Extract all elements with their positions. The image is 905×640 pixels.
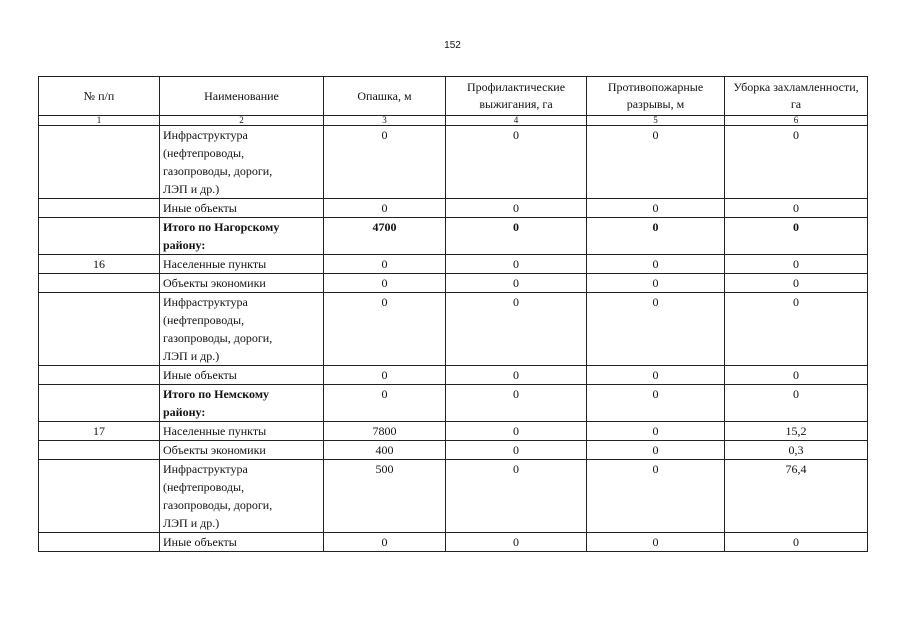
column-number: 5	[587, 116, 725, 126]
row-name-cell: Населенные пункты	[160, 255, 324, 274]
plowing-cell: 400	[324, 441, 446, 460]
row-name-cell: Иные объекты	[160, 533, 324, 552]
cleanup-cell: 15,2	[725, 422, 868, 441]
column-number-row	[39, 116, 868, 126]
plowing-cell: 500	[324, 460, 446, 533]
table-row	[39, 441, 868, 460]
header-cell-plowing: Опашка, м	[324, 77, 446, 116]
cleanup-cell: 0,3	[725, 441, 868, 460]
row-name-cell: Объекты экономики	[160, 441, 324, 460]
table-row	[39, 366, 868, 385]
firebreaks-cell: 0	[587, 126, 725, 199]
table-row	[39, 460, 868, 533]
cleanup-cell: 0	[725, 126, 868, 199]
fire-prevention-table	[38, 76, 868, 552]
cleanup-cell: 0	[725, 255, 868, 274]
table-row	[39, 385, 868, 422]
row-number-cell	[39, 533, 160, 552]
firebreaks-cell: 0	[587, 255, 725, 274]
table-row	[39, 218, 868, 255]
table-row	[39, 274, 868, 293]
burning-cell: 0	[446, 460, 587, 533]
plowing-cell: 0	[324, 255, 446, 274]
row-number-cell	[39, 366, 160, 385]
plowing-cell: 0	[324, 366, 446, 385]
row-number-cell: 16	[39, 255, 160, 274]
row-name-cell: Инфраструктура (нефтепроводы, газопроводы, дороги, ЛЭП и др.)	[160, 126, 324, 199]
table-row	[39, 533, 868, 552]
row-number-cell	[39, 126, 160, 199]
plowing-cell: 0	[324, 126, 446, 199]
plowing-cell: 0	[324, 533, 446, 552]
plowing-cell: 0	[324, 293, 446, 366]
table-row	[39, 199, 868, 218]
burning-cell: 0	[446, 366, 587, 385]
row-number-cell	[39, 199, 160, 218]
cleanup-cell: 0	[725, 385, 868, 422]
firebreaks-cell: 0	[587, 422, 725, 441]
plowing-cell: 0	[324, 199, 446, 218]
column-number: 3	[324, 116, 446, 126]
row-name-cell: Иные объекты	[160, 199, 324, 218]
row-number-cell: 17	[39, 422, 160, 441]
burning-cell: 0	[446, 126, 587, 199]
column-number: 1	[39, 116, 160, 126]
firebreaks-cell: 0	[587, 533, 725, 552]
burning-cell: 0	[446, 533, 587, 552]
column-number: 2	[160, 116, 324, 126]
plowing-cell: 0	[324, 385, 446, 422]
row-name-cell: Итого по Немскому району:	[160, 385, 324, 422]
row-number-cell	[39, 293, 160, 366]
header-cell-num: № п/п	[39, 77, 160, 116]
row-name-cell: Иные объекты	[160, 366, 324, 385]
firebreaks-cell: 0	[587, 366, 725, 385]
cleanup-cell: 0	[725, 274, 868, 293]
row-number-cell	[39, 385, 160, 422]
table-row	[39, 255, 868, 274]
firebreaks-cell: 0	[587, 218, 725, 255]
column-number: 6	[725, 116, 868, 126]
row-name-cell: Объекты экономики	[160, 274, 324, 293]
plowing-cell: 4700	[324, 218, 446, 255]
firebreaks-cell: 0	[587, 460, 725, 533]
row-number-cell	[39, 218, 160, 255]
cleanup-cell: 0	[725, 366, 868, 385]
burning-cell: 0	[446, 422, 587, 441]
row-number-cell	[39, 274, 160, 293]
burning-cell: 0	[446, 218, 587, 255]
header-cell-cleanup: Уборка захламленности, га	[725, 77, 868, 116]
firebreaks-cell: 0	[587, 385, 725, 422]
row-number-cell	[39, 460, 160, 533]
firebreaks-cell: 0	[587, 199, 725, 218]
burning-cell: 0	[446, 255, 587, 274]
row-number-cell	[39, 441, 160, 460]
page-number: 152	[444, 40, 461, 51]
firebreaks-cell: 0	[587, 274, 725, 293]
cleanup-cell: 76,4	[725, 460, 868, 533]
row-name-cell: Инфраструктура (нефтепроводы, газопроводы, дороги, ЛЭП и др.)	[160, 293, 324, 366]
header-cell-burning: Профилактические выжигания, га	[446, 77, 587, 116]
header-cell-firebreaks: Противопожарные разрывы, м	[587, 77, 725, 116]
burning-cell: 0	[446, 441, 587, 460]
header-row	[39, 77, 868, 116]
header-cell-name: Наименование	[160, 77, 324, 116]
table-row	[39, 293, 868, 366]
burning-cell: 0	[446, 385, 587, 422]
burning-cell: 0	[446, 274, 587, 293]
firebreaks-cell: 0	[587, 293, 725, 366]
table-row	[39, 422, 868, 441]
plowing-cell: 0	[324, 274, 446, 293]
row-name-cell: Населенные пункты	[160, 422, 324, 441]
row-name-cell: Итого по Нагорскому району:	[160, 218, 324, 255]
row-name-cell: Инфраструктура (нефтепроводы, газопроводы, дороги, ЛЭП и др.)	[160, 460, 324, 533]
burning-cell: 0	[446, 199, 587, 218]
firebreaks-cell: 0	[587, 441, 725, 460]
cleanup-cell: 0	[725, 293, 868, 366]
table-row	[39, 126, 868, 199]
cleanup-cell: 0	[725, 199, 868, 218]
cleanup-cell: 0	[725, 533, 868, 552]
burning-cell: 0	[446, 293, 587, 366]
plowing-cell: 7800	[324, 422, 446, 441]
column-number: 4	[446, 116, 587, 126]
cleanup-cell: 0	[725, 218, 868, 255]
